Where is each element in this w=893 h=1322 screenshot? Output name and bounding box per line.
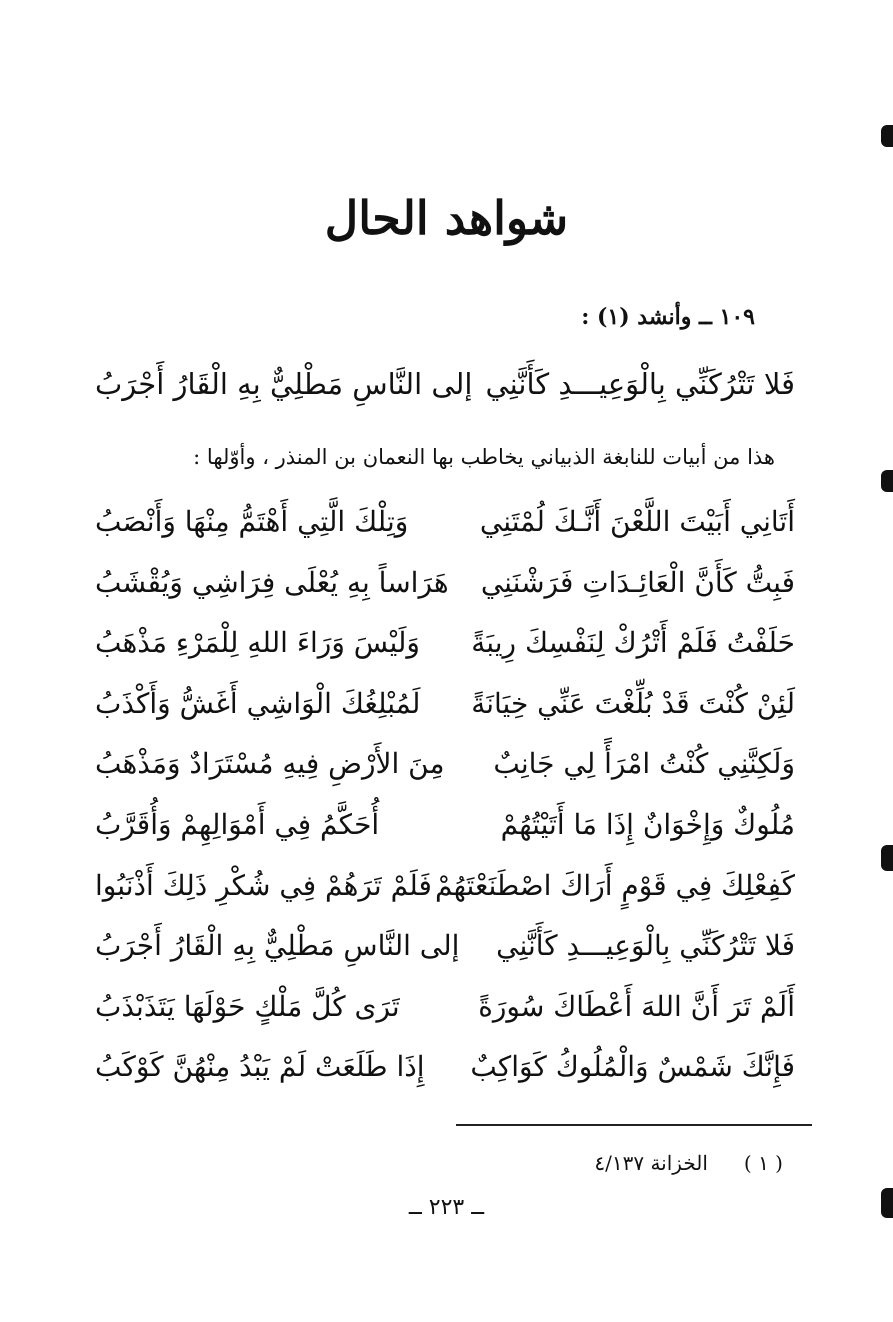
footnote-divider [456,1124,812,1126]
verse-second-hemistich: تَرَى كُلَّ مَلْكٍ حَوْلَهَا يَتَذَبْذَبُ [95,989,400,1023]
poem-verse [95,916,795,977]
verse-second-hemistich: إِذَا طَلَعَتْ لَمْ يَبْدُ مِنْهُنَّ كَوْكَبُ [95,1050,425,1084]
page-number: ــ ٢٢٣ ــ [408,1195,485,1220]
verse-first-hemistich: حَلَفْتُ فَلَمْ أَتْرُكْ لِنَفْسِكَ رِيبَةً [471,626,795,660]
verse-first-hemistich: مُلُوكٌ وَإِخْوَانٌ إِذَا مَا أَتَيْتُهُمْ [500,807,795,841]
cited-verse-second-hemistich: إلى النَّاسِ مَطْلِيٌّ بِهِ الْقَارُ أَجْرَبُ [95,367,473,401]
verse-first-hemistich: فَبِتُّ كَأَنَّ الْعَائِـدَاتِ فَرَشْنَنِي [480,565,795,599]
verse-first-hemistich: فَلا تَتْرُكَنِّي بِالْوَعِيـــدِ كَأَنَّنِي [496,929,795,963]
poem-verse [95,1037,795,1098]
poem-verse [95,553,795,614]
poem-verse [95,734,795,795]
cited-verse-first-hemistich: فَلا تَتْرُكَنِّي بِالْوَعِيـــدِ كَأَنَّنِي [485,367,795,401]
poem-verse [95,795,795,856]
verse-first-hemistich: فَإِنَّكَ شَمْسٌ وَالْمُلُوكُ كَوَاكِبٌ [470,1050,795,1084]
binding-edge-mark [881,125,893,147]
entry-heading: ١٠٩ ــ وأنشد (١) : [581,304,755,330]
verse-first-hemistich: أَتَانِي أَبَيْتَ اللَّعْنَ أَنَّـكَ لُمْتَنِي [479,505,795,538]
verse-second-hemistich: مِنَ الأَرْضِ فِيهِ مُسْتَرَادٌ وَمَذْهَبُ [95,747,445,781]
verse-second-hemistich: وَتِلْكَ الَّتِي أَهْتَمُّ مِنْهَا وَأَنْصَبُ [95,505,409,538]
cited-verse [95,360,795,408]
footnote-number: ( ١ ) [743,1151,783,1175]
commentary-note: هذا من أبيات للنابغة الذبياني يخاطب بها النعمان بن المنذر ، وأوّلها : [193,445,775,469]
verse-second-hemistich: هَرَاساً بِهِ يُعْلَى فِرَاشِي وَيُقْشَبُ [95,565,449,599]
poem-verse [95,613,795,674]
verse-second-hemistich: وَلَيْسَ وَرَاءَ اللهِ لِلْمَرْءِ مَذْهَبُ [95,626,420,660]
binding-edge-mark [881,1188,893,1218]
verse-second-hemistich: فَلَمْ تَرَهُمْ فِي شُكْرِ ذَلِكَ أَذْنَبُوا [95,868,432,902]
footnote [594,1148,783,1178]
poem-verse [95,977,795,1038]
poem-verse [95,856,795,917]
verse-first-hemistich: كَفِعْلِكَ فِي قَوْمٍ أَرَاكَ اصْطَنَعْتَهُمْ [434,868,795,902]
verse-second-hemistich: أُحَكَّمُ فِي أَمْوَالِهِمْ وَأُقَرَّبُ [95,807,380,841]
poem-verse [95,492,795,553]
binding-edge-mark [881,845,893,871]
chapter-title: شواهد الحال [324,191,569,245]
verse-first-hemistich: أَلَمْ تَرَ أَنَّ اللهَ أَعْطَاكَ سُورَةً [478,989,795,1023]
footnote-text: الخزانة ٤/١٣٧ [594,1151,708,1175]
verse-second-hemistich: إلى النَّاسِ مَطْلِيٌّ بِهِ الْقَارُ أَجْرَبُ [95,929,460,963]
verse-first-hemistich: وَلَكِنَّنِي كُنْتُ امْرَأً لِي جَانِبٌ [493,747,795,781]
verse-second-hemistich: لَمُبْلِغُكَ الْوَاشِي أَغَشُّ وَأَكْذَبُ [95,686,421,720]
poem [95,492,795,1098]
binding-edge-mark [881,470,893,492]
verse-first-hemistich: لَئِنْ كُنْتَ قَدْ بُلِّغْتَ عَنِّي خِيَانَةً [471,686,795,720]
poem-verse [95,674,795,735]
